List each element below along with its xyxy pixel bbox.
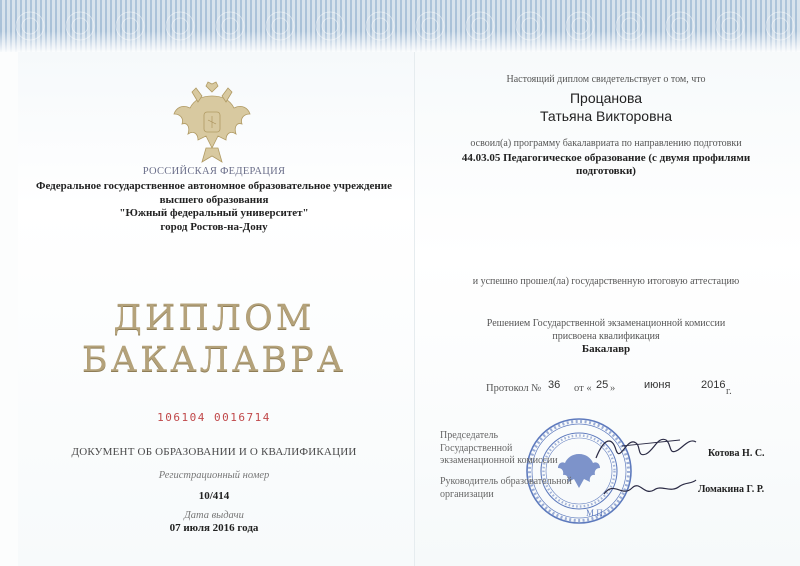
graduate-surname: Процанова [569, 90, 643, 106]
rector-signature-icon [600, 474, 700, 504]
protocol-year: 2016 [701, 379, 726, 391]
role-line: организации [440, 488, 494, 500]
rector-role [440, 476, 572, 501]
guilloche-band [0, 0, 800, 52]
rector-name: Ломакина Г. Р. [698, 484, 765, 495]
institution-line: Федеральное государственное автономное образовательное учреждение [36, 180, 392, 192]
chairman-role [440, 430, 558, 468]
intro-text: Настоящий диплом свидетельствует о том, что [506, 74, 706, 85]
country-name: РОССИЙСКАЯ ФЕДЕРАЦИЯ [142, 166, 286, 177]
registration-number: 10/414 [198, 490, 230, 502]
graduate-given-names: Татьяна Викторовна [539, 108, 673, 124]
program-text: освоил(а) программу бакалавриата по направлению подготовки [470, 138, 742, 149]
institution-line: высшего образования [159, 193, 269, 206]
specialty: 44.03.05 Педагогическое образование (с двумя профилями подготовки) [461, 152, 751, 177]
decision-text-line2: присвоена квалификация [552, 331, 660, 342]
chairman-signature-icon [592, 428, 702, 468]
diploma-title-line2: БАКАЛАВРА [81, 340, 347, 380]
decision-text-line1: Решением Государственной экзаменационной комиссии [486, 318, 726, 329]
role-line: Руководитель образовательной [440, 476, 572, 487]
protocol-from-label: от « [574, 383, 592, 394]
registration-label: Регистрационный номер [158, 470, 270, 481]
attestation-text: и успешно прошел(ла) государственную итоговую аттестацию [472, 276, 740, 287]
protocol-month: июня [644, 379, 671, 391]
role-line: экзаменационной комиссии [440, 455, 558, 466]
role-line: Председатель [440, 430, 499, 441]
document-type: ДОКУМЕНТ ОБ ОБРАЗОВАНИИ И О КВАЛИФИКАЦИИ [71, 446, 357, 458]
institution-line: город Ростов-на-Дону [160, 220, 268, 233]
role-line: Государственной [440, 442, 513, 454]
issue-date-label: Дата выдачи [184, 510, 244, 521]
institution-name [24, 180, 404, 234]
diploma-title-line1: ДИПЛОМ [113, 298, 315, 338]
chairman-name: Котова Н. С. [708, 448, 765, 459]
protocol-number: 36 [548, 379, 561, 391]
institution-line: "Южный федеральный университет" [119, 207, 309, 219]
protocol-year-suffix: г. [726, 386, 732, 397]
fold-line [414, 52, 415, 566]
double-headed-eagle-emblem-icon [172, 78, 252, 166]
qualification: Бакалавр [581, 343, 631, 355]
seal-mark: М.П. [586, 508, 606, 518]
protocol-label: Протокол № [486, 383, 542, 394]
issue-date: 07 июля 2016 года [169, 522, 259, 534]
protocol-day: 25 [596, 379, 609, 391]
protocol-close-quote: » [610, 383, 616, 394]
serial-number: 106104 0016714 [157, 411, 271, 424]
